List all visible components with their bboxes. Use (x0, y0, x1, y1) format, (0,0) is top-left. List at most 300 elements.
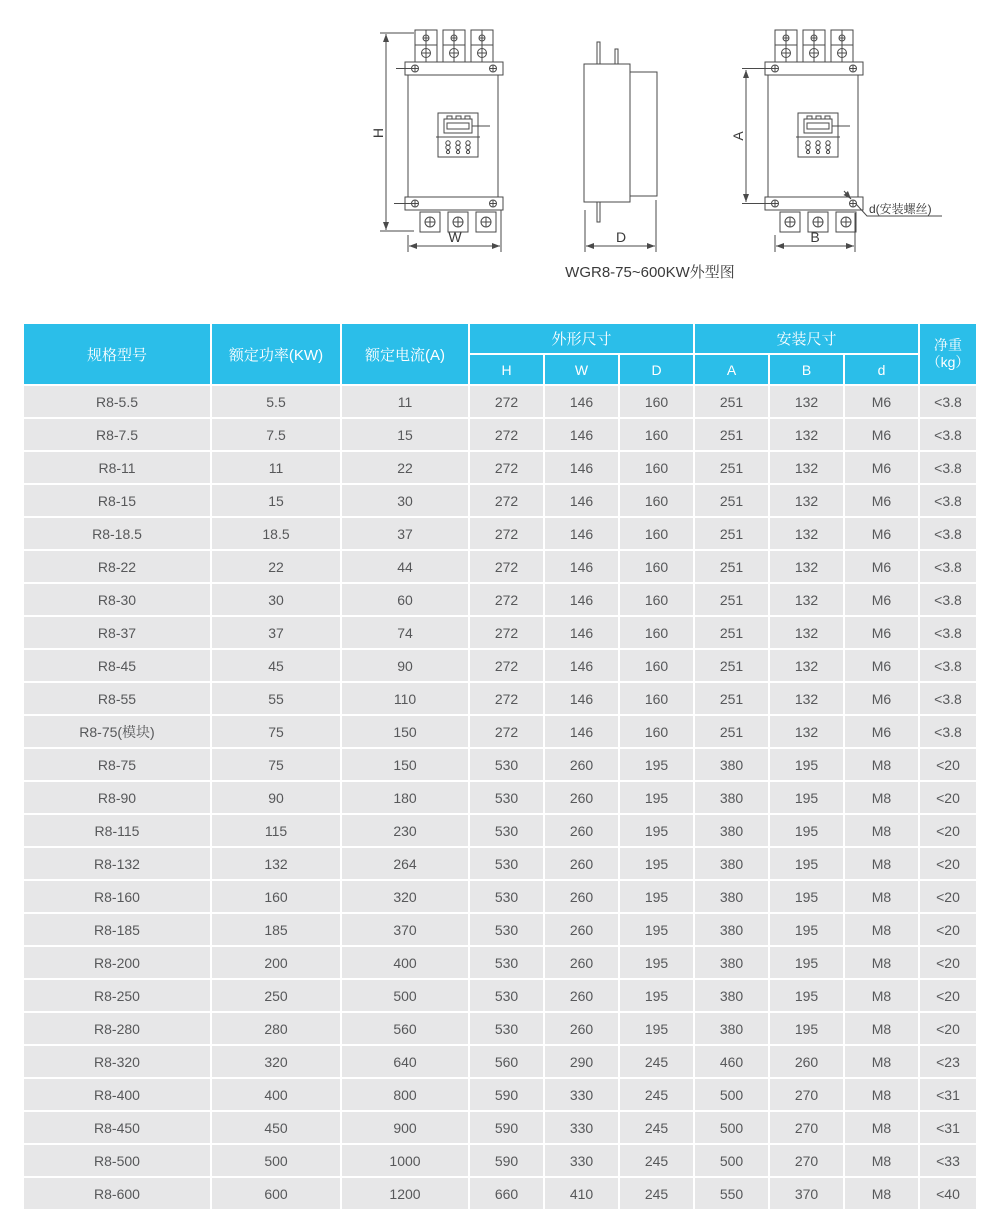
table-cell: 251 (695, 518, 768, 549)
table-cell: 380 (695, 815, 768, 846)
table-cell: 37 (342, 518, 468, 549)
table-cell: 272 (470, 551, 543, 582)
header-weight-line1: 净重 (934, 337, 962, 353)
table-cell: 160 (620, 452, 693, 483)
table-cell: 660 (470, 1178, 543, 1209)
table-row (24, 848, 976, 879)
table-cell: 132 (770, 683, 843, 714)
table-cell: 160 (620, 551, 693, 582)
header-dim-w: W (545, 355, 618, 384)
table-cell: 400 (212, 1079, 340, 1110)
table-cell: 74 (342, 617, 468, 648)
table-cell: R8-132 (24, 848, 210, 879)
table-cell: 146 (545, 650, 618, 681)
table-cell: 260 (545, 980, 618, 1011)
table-cell: 380 (695, 1013, 768, 1044)
spec-table-body (24, 386, 976, 1209)
header-dim-a: A (695, 355, 768, 384)
table-cell: M6 (845, 551, 918, 582)
table-cell: <3.8 (920, 518, 976, 549)
table-cell: R8-600 (24, 1178, 210, 1209)
table-row (24, 1112, 976, 1143)
table-cell: 272 (470, 716, 543, 747)
table-cell: M6 (845, 650, 918, 681)
table-cell: M8 (845, 1079, 918, 1110)
table-cell: <20 (920, 947, 976, 978)
table-cell: <3.8 (920, 617, 976, 648)
table-row (24, 782, 976, 813)
table-cell: 500 (212, 1145, 340, 1176)
table-cell: 11 (342, 386, 468, 417)
dim-label-d: D (615, 229, 627, 245)
table-cell: 251 (695, 716, 768, 747)
table-cell: R8-55 (24, 683, 210, 714)
table-cell: 200 (212, 947, 340, 978)
table-cell: 380 (695, 914, 768, 945)
table-cell: <20 (920, 782, 976, 813)
header-dim-screw: d (845, 355, 918, 384)
table-cell: M6 (845, 617, 918, 648)
table-cell: <3.8 (920, 716, 976, 747)
header-power: 额定功率(KW) (212, 324, 340, 384)
table-cell: 195 (770, 881, 843, 912)
table-cell: 380 (695, 947, 768, 978)
table-cell: 146 (545, 452, 618, 483)
spec-table (22, 322, 978, 1211)
table-cell: 500 (342, 980, 468, 1011)
table-cell: 195 (770, 980, 843, 1011)
table-cell: 150 (342, 749, 468, 780)
table-cell: R8-115 (24, 815, 210, 846)
table-row (24, 584, 976, 615)
table-cell: 185 (212, 914, 340, 945)
table-cell: 380 (695, 881, 768, 912)
table-cell: M8 (845, 914, 918, 945)
table-cell: R8-160 (24, 881, 210, 912)
table-cell: <31 (920, 1079, 976, 1110)
table-cell: <3.8 (920, 452, 976, 483)
table-cell: <20 (920, 1013, 976, 1044)
table-cell: M8 (845, 815, 918, 846)
table-cell: 260 (545, 947, 618, 978)
header-current: 额定电流(A) (342, 324, 468, 384)
table-cell: 550 (695, 1178, 768, 1209)
table-cell: <20 (920, 848, 976, 879)
table-cell: 272 (470, 485, 543, 516)
table-cell: M6 (845, 452, 918, 483)
table-cell: 530 (470, 881, 543, 912)
table-cell: 260 (545, 1013, 618, 1044)
header-weight-line2: （kg） (926, 354, 970, 370)
table-cell: 272 (470, 650, 543, 681)
table-row (24, 485, 976, 516)
table-cell: <20 (920, 980, 976, 1011)
table-cell: 320 (212, 1046, 340, 1077)
table-cell: 590 (470, 1079, 543, 1110)
table-cell: R8-11 (24, 452, 210, 483)
table-cell: 500 (695, 1112, 768, 1143)
table-cell: 195 (620, 947, 693, 978)
table-row (24, 452, 976, 483)
dim-label-h: H (370, 127, 386, 139)
table-cell: 560 (342, 1013, 468, 1044)
table-cell: 800 (342, 1079, 468, 1110)
table-cell: R8-7.5 (24, 419, 210, 450)
table-cell: 260 (545, 848, 618, 879)
table-cell: R8-45 (24, 650, 210, 681)
table-cell: 251 (695, 650, 768, 681)
table-cell: 270 (770, 1145, 843, 1176)
side-view (584, 42, 657, 252)
table-cell: 132 (770, 452, 843, 483)
table-cell: <20 (920, 815, 976, 846)
table-cell: 115 (212, 815, 340, 846)
table-cell: 330 (545, 1112, 618, 1143)
table-cell: R8-185 (24, 914, 210, 945)
table-cell: 195 (620, 980, 693, 1011)
table-cell: <3.8 (920, 683, 976, 714)
table-cell: 44 (342, 551, 468, 582)
table-cell: 60 (342, 584, 468, 615)
table-cell: 146 (545, 485, 618, 516)
table-cell: M6 (845, 683, 918, 714)
table-cell: 146 (545, 617, 618, 648)
table-cell: 245 (620, 1046, 693, 1077)
table-cell: 500 (695, 1079, 768, 1110)
table-cell: 160 (620, 617, 693, 648)
table-cell: M8 (845, 1145, 918, 1176)
table-cell: 370 (770, 1178, 843, 1209)
header-model: 规格型号 (24, 324, 210, 384)
table-row (24, 1013, 976, 1044)
table-cell: M8 (845, 1046, 918, 1077)
table-cell: 270 (770, 1112, 843, 1143)
table-row (24, 518, 976, 549)
table-row (24, 617, 976, 648)
table-cell: 132 (770, 419, 843, 450)
table-cell: 370 (342, 914, 468, 945)
table-cell: M8 (845, 1013, 918, 1044)
spec-table-section (22, 322, 978, 1211)
mounting-view (730, 30, 942, 252)
table-cell: <3.8 (920, 551, 976, 582)
table-cell: 260 (545, 815, 618, 846)
table-cell: M8 (845, 947, 918, 978)
table-cell: 90 (212, 782, 340, 813)
table-cell: R8-320 (24, 1046, 210, 1077)
table-cell: 132 (770, 485, 843, 516)
table-cell: 380 (695, 848, 768, 879)
table-cell: 195 (620, 749, 693, 780)
table-cell: 251 (695, 617, 768, 648)
table-cell: R8-22 (24, 551, 210, 582)
table-cell: 272 (470, 419, 543, 450)
header-outline-group: 外形尺寸 (470, 324, 693, 353)
table-cell: R8-250 (24, 980, 210, 1011)
table-cell: 195 (620, 881, 693, 912)
table-cell: 195 (620, 782, 693, 813)
table-cell: 195 (620, 1013, 693, 1044)
table-cell: 270 (770, 1079, 843, 1110)
table-cell: 290 (545, 1046, 618, 1077)
table-cell: M6 (845, 584, 918, 615)
outline-drawing-svg (360, 12, 980, 302)
table-cell: 251 (695, 386, 768, 417)
table-cell: 132 (770, 617, 843, 648)
table-cell: 160 (620, 650, 693, 681)
table-cell: 590 (470, 1145, 543, 1176)
table-cell: 264 (342, 848, 468, 879)
table-cell: 160 (620, 518, 693, 549)
table-row (24, 650, 976, 681)
table-cell: R8-15 (24, 485, 210, 516)
table-cell: <20 (920, 914, 976, 945)
table-cell: 160 (620, 716, 693, 747)
table-cell: M6 (845, 485, 918, 516)
table-cell: 15 (212, 485, 340, 516)
table-cell: 900 (342, 1112, 468, 1143)
table-cell: 530 (470, 749, 543, 780)
table-row (24, 716, 976, 747)
table-cell: 195 (770, 782, 843, 813)
table-cell: R8-500 (24, 1145, 210, 1176)
table-cell: 530 (470, 782, 543, 813)
table-cell: 75 (212, 749, 340, 780)
table-cell: 530 (470, 815, 543, 846)
table-cell: <33 (920, 1145, 976, 1176)
table-cell: 132 (770, 584, 843, 615)
table-cell: 251 (695, 584, 768, 615)
table-cell: 530 (470, 914, 543, 945)
table-cell: 75 (212, 716, 340, 747)
drawing-caption: WGR8-75~600KW外型图 (565, 264, 735, 281)
table-cell: 380 (695, 782, 768, 813)
table-cell: 195 (770, 848, 843, 879)
table-cell: 5.5 (212, 386, 340, 417)
table-cell: 195 (770, 749, 843, 780)
table-row (24, 683, 976, 714)
table-cell: <3.8 (920, 584, 976, 615)
outline-drawing (360, 12, 980, 302)
table-cell: 160 (212, 881, 340, 912)
table-cell: M8 (845, 749, 918, 780)
table-cell: 251 (695, 419, 768, 450)
table-row (24, 1145, 976, 1176)
table-cell: 251 (695, 452, 768, 483)
table-cell: R8-75 (24, 749, 210, 780)
table-cell: 195 (770, 815, 843, 846)
table-cell: <23 (920, 1046, 976, 1077)
table-row (24, 947, 976, 978)
table-cell: 245 (620, 1178, 693, 1209)
table-cell: 18.5 (212, 518, 340, 549)
table-cell: R8-400 (24, 1079, 210, 1110)
table-cell: 530 (470, 1013, 543, 1044)
table-cell: 45 (212, 650, 340, 681)
table-cell: 22 (212, 551, 340, 582)
table-cell: M8 (845, 980, 918, 1011)
table-cell: 195 (620, 914, 693, 945)
table-cell: 330 (545, 1145, 618, 1176)
table-cell: 280 (212, 1013, 340, 1044)
table-cell: 245 (620, 1112, 693, 1143)
table-cell: <40 (920, 1178, 976, 1209)
table-cell: R8-5.5 (24, 386, 210, 417)
table-cell: 132 (770, 716, 843, 747)
table-row (24, 419, 976, 450)
table-cell: 160 (620, 419, 693, 450)
header-dim-b: B (770, 355, 843, 384)
header-dim-d: D (620, 355, 693, 384)
table-cell: 22 (342, 452, 468, 483)
table-cell: 251 (695, 551, 768, 582)
table-cell: 30 (342, 485, 468, 516)
table-cell: M6 (845, 419, 918, 450)
table-row (24, 551, 976, 582)
table-cell: 272 (470, 683, 543, 714)
table-cell: 15 (342, 419, 468, 450)
table-cell: 272 (470, 518, 543, 549)
table-row (24, 881, 976, 912)
table-cell: 146 (545, 683, 618, 714)
table-cell: 251 (695, 485, 768, 516)
table-cell: M6 (845, 518, 918, 549)
table-cell: 90 (342, 650, 468, 681)
table-cell: 146 (545, 386, 618, 417)
table-cell: 260 (545, 914, 618, 945)
table-cell: 11 (212, 452, 340, 483)
table-cell: 1000 (342, 1145, 468, 1176)
table-cell: 530 (470, 947, 543, 978)
table-cell: 195 (770, 1013, 843, 1044)
table-cell: 55 (212, 683, 340, 714)
table-cell: 132 (770, 650, 843, 681)
table-cell: 560 (470, 1046, 543, 1077)
table-row (24, 386, 976, 417)
table-cell: 195 (770, 914, 843, 945)
table-cell: 195 (620, 848, 693, 879)
table-cell: 146 (545, 716, 618, 747)
table-cell: 132 (770, 518, 843, 549)
table-cell: M6 (845, 386, 918, 417)
spec-table-head (24, 324, 976, 384)
table-cell: M6 (845, 716, 918, 747)
table-cell: 132 (770, 551, 843, 582)
header-mount-group: 安装尺寸 (695, 324, 918, 353)
table-cell: <20 (920, 749, 976, 780)
table-cell: 250 (212, 980, 340, 1011)
table-cell: R8-18.5 (24, 518, 210, 549)
table-row (24, 1178, 976, 1209)
table-cell: 7.5 (212, 419, 340, 450)
table-cell: 230 (342, 815, 468, 846)
table-cell: 132 (212, 848, 340, 879)
table-cell: <31 (920, 1112, 976, 1143)
table-cell: <3.8 (920, 650, 976, 681)
table-cell: 146 (545, 551, 618, 582)
dim-label-w: W (448, 229, 462, 245)
table-row (24, 1079, 976, 1110)
table-row (24, 815, 976, 846)
table-cell: R8-200 (24, 947, 210, 978)
table-cell: 30 (212, 584, 340, 615)
table-cell: 146 (545, 584, 618, 615)
table-cell: 160 (620, 584, 693, 615)
header-dim-h: H (470, 355, 543, 384)
table-cell: 530 (470, 980, 543, 1011)
table-cell: R8-37 (24, 617, 210, 648)
table-cell: 195 (620, 815, 693, 846)
table-cell: <3.8 (920, 386, 976, 417)
table-cell: M8 (845, 1178, 918, 1209)
table-cell: 590 (470, 1112, 543, 1143)
table-cell: M8 (845, 881, 918, 912)
table-cell: 260 (545, 881, 618, 912)
table-cell: 272 (470, 452, 543, 483)
table-cell: R8-280 (24, 1013, 210, 1044)
table-cell: 450 (212, 1112, 340, 1143)
table-cell: R8-90 (24, 782, 210, 813)
table-cell: 260 (545, 749, 618, 780)
table-cell: M8 (845, 1112, 918, 1143)
screw-note-label: d(安装螺丝) (869, 202, 932, 216)
table-cell: <20 (920, 881, 976, 912)
table-cell: 37 (212, 617, 340, 648)
dim-label-b: B (810, 229, 820, 245)
table-cell: 500 (695, 1145, 768, 1176)
table-cell: 530 (470, 848, 543, 879)
table-cell: 110 (342, 683, 468, 714)
table-row (24, 749, 976, 780)
table-cell: 180 (342, 782, 468, 813)
table-cell: 146 (545, 518, 618, 549)
table-cell: 460 (695, 1046, 768, 1077)
table-cell: R8-450 (24, 1112, 210, 1143)
dim-label-a: A (730, 131, 746, 141)
table-cell: R8-75(模块) (24, 716, 210, 747)
table-cell: 330 (545, 1079, 618, 1110)
table-cell: 251 (695, 683, 768, 714)
table-cell: R8-30 (24, 584, 210, 615)
table-cell: 400 (342, 947, 468, 978)
table-row (24, 1046, 976, 1077)
table-cell: 245 (620, 1145, 693, 1176)
table-cell: 132 (770, 386, 843, 417)
table-cell: 146 (545, 419, 618, 450)
table-cell: M8 (845, 848, 918, 879)
front-view (370, 30, 503, 252)
table-cell: 600 (212, 1178, 340, 1209)
table-cell: 150 (342, 716, 468, 747)
table-cell: 272 (470, 584, 543, 615)
table-cell: 260 (770, 1046, 843, 1077)
table-cell: 160 (620, 485, 693, 516)
table-cell: 380 (695, 749, 768, 780)
table-cell: 160 (620, 683, 693, 714)
table-cell: 380 (695, 980, 768, 1011)
table-cell: 640 (342, 1046, 468, 1077)
table-cell: 272 (470, 617, 543, 648)
table-cell: 245 (620, 1079, 693, 1110)
table-cell: 160 (620, 386, 693, 417)
table-cell: <3.8 (920, 419, 976, 450)
header-weight (920, 324, 976, 384)
table-cell: 1200 (342, 1178, 468, 1209)
table-cell: M8 (845, 782, 918, 813)
table-cell: 195 (770, 947, 843, 978)
table-cell: 260 (545, 782, 618, 813)
table-cell: 320 (342, 881, 468, 912)
